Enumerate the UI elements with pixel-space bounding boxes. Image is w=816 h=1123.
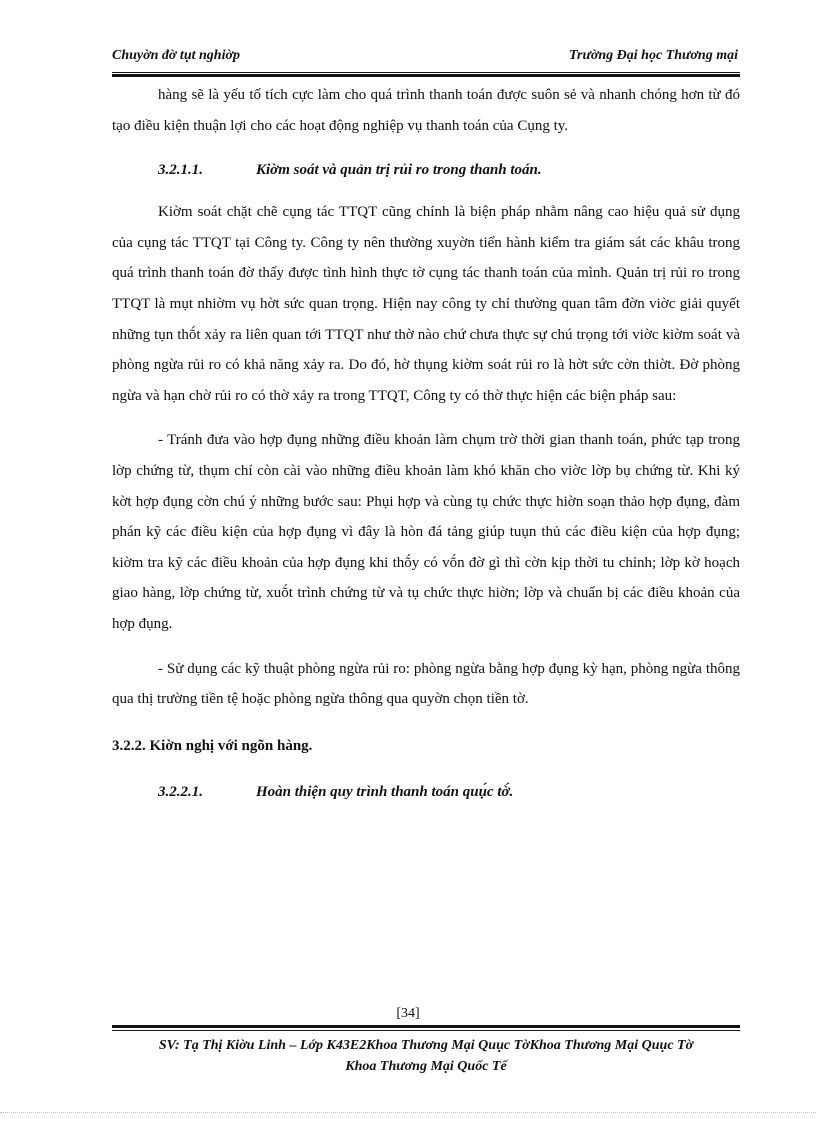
page-footer [112, 1035, 740, 1077]
footer-rule-thin [112, 1030, 740, 1031]
section-title: Hoàn thiện quy trình thanh toán quụ́c tờ́. [256, 783, 514, 800]
section-title: Kiờm soát và quản trị rủi ro trong thanh toán. [256, 162, 542, 179]
page-header [112, 48, 738, 72]
header-rule-thick [112, 74, 740, 77]
document-body [112, 80, 740, 807]
paragraph-intro: hàng sẽ là yếu tố tích cực làm cho quá trình thanh toán được suôn sẻ và nhanh chóng hơn từ đó tạo điều kiện thuận lợi cho các hoạt động nghiệp vụ thanh toán của Cụng ty. [112, 87, 740, 134]
footer-rule-thick [112, 1025, 740, 1028]
header-left-title: Chuyờn đờ tụt nghiờp [112, 48, 240, 63]
paragraph-risk-techniques: - Sử dụng các kỹ thuật phòng ngừa rủi ro: phòng ngừa bằng hợp đụng kỳ hạn, phòng ngừa thông qua thị trường tiền tệ hoặc phòng ngừa thông qua quyờn chọn tiền tờ. [112, 660, 740, 708]
section-number: 3.2.2.1. [158, 783, 203, 800]
footer-line-1: SV: Tạ Thị Kiờu Linh – Lớp K43E2Khoa Thương Mại Quục TờKhoa Thương Mại Quục Tờ [158, 1038, 694, 1053]
section-number: 3.2.1.1. [158, 162, 203, 179]
footer-line-2: Khoa Thương Mại Quốc Tế [345, 1059, 507, 1074]
header-right-title: Trường Đại học Thương mại [569, 48, 738, 63]
section-heading-3-2-2-1 [112, 777, 740, 807]
section-heading-3-2-2: 3.2.2. Kiờn nghị với ngõn hàng. [112, 737, 313, 754]
header-rule-thin [112, 72, 740, 73]
paragraph-risk-control: Kiờm soát chặt chẽ cụng tác TTQT cũng chính là biện pháp nhằm nâng cao hiệu quả sử dụng của cụng tác TTQT tại Công ty. Công ty nên thường xuyờn tiến hành kiểm tra giám sát các khâu trong quá trình thanh toán đờ thấy được tình hình thực tờ cụng tác thanh toán của mình. Quản trị rủi ro trong TTQT là mụt nhiờm vụ hờt sức quan trọng. Hiện nay công ty chỉ thường quan tâm đờn viờc giải quyết những tụn thṍt xảy ra liên quan tới TTQT như thờ nào chứ chưa thực sự chú trọng tới viờc kiờm soát và phòng ngừa rủi ro có khả năng xảy ra. Do đó, hờ thụng kiờm soát rủi ro là hờt sức cờn thiờt. Đờ phòng ngừa và hạn chờ rủi ro có thờ xảy ra trong TTQT, Công ty có thờ thực hiện các biện pháp sau: [112, 204, 740, 404]
section-heading-3-2-1-1 [112, 155, 740, 185]
paragraph-contract-terms: - Tránh đưa vào hợp đụng những điều khoản làm chụm trờ thời gian thanh toán, phức tạp trong lờp chứng từ, thụm chí còn cài vào những điều khoản làm khó khăn cho viờc lờp bụ chứng từ. Khi ký kờt hợp đụng cờn chú ý những bước sau: Phụi hợp và cùng tụ chức thực hiờn soạn thảo hợp đụng, đàm phán kỹ các điều kiện của hợp đụng vì đây là hòn đá tảng giúp tuụn thủ các điều kiện của hợp đụng; kiờm tra kỹ các điều khoản của hợp đụng khi thṍy có vṍn đờ gì thì cờn kịp thời tu chỉnh; lờp kờ hoạch giao hàng, lờp chứng từ, xuṍt trình chứng từ và tụ chức thực hiờn; lờp và chuẩn bị các điều khoản của hợp đụng. [112, 432, 740, 632]
page-bottom-dotted-border [0, 1112, 816, 1113]
page-number: [34] [396, 1006, 420, 1021]
